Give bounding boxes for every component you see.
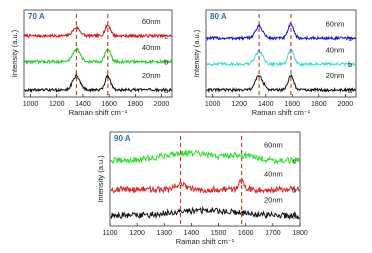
chart-panel-80A <box>186 0 372 124</box>
x-tick-label: 1000 <box>204 101 221 108</box>
series-name-label: 60nm <box>264 140 283 150</box>
series-letter-label: c <box>164 33 168 41</box>
x-tick-label: 1500 <box>210 230 227 237</box>
y-axis-label: Intensity (a.u.) <box>10 29 19 78</box>
chart-panel-90A <box>80 126 310 253</box>
series-letter-label: a <box>348 87 352 95</box>
series-name-label: 40nm <box>325 45 345 55</box>
series-line-20nm <box>111 208 300 219</box>
series-letter-label: c <box>292 158 296 166</box>
series-letter-label: b <box>292 187 296 195</box>
panel-label: 80 A <box>210 12 227 21</box>
x-tick-label: 1300 <box>156 230 173 237</box>
series-name-label: 40nm <box>141 42 161 52</box>
series-line-40nm <box>111 180 300 193</box>
x-tick-label: 2000 <box>337 101 354 108</box>
x-tick-label: 1600 <box>237 230 254 237</box>
series-letter-label: a <box>164 87 168 95</box>
x-axis-label: Raman shift cm⁻¹ <box>251 108 311 117</box>
series-name-label: 20nm <box>141 71 161 81</box>
x-tick-label: 1400 <box>75 101 91 108</box>
x-tick-label: 1800 <box>127 101 144 108</box>
x-tick-label: 1000 <box>22 101 39 108</box>
x-tick-label: 1700 <box>265 230 281 237</box>
x-tick-label: 1400 <box>183 230 200 237</box>
chart-panel-70A <box>0 0 188 124</box>
x-tick-label: 1200 <box>231 101 247 108</box>
series-letter-label: b <box>164 59 168 67</box>
x-tick-label: 1400 <box>257 101 274 108</box>
series-name-label: 40nm <box>264 169 283 179</box>
x-tick-label: 1800 <box>311 101 327 108</box>
series-name-label: 20nm <box>264 195 283 205</box>
panel-label: 90 A <box>114 134 131 143</box>
x-tick-label: 1600 <box>101 101 117 108</box>
series-letter-label: a <box>292 213 296 221</box>
series-letter-label: c <box>348 36 352 44</box>
x-tick-label: 1600 <box>284 101 301 108</box>
x-tick-label: 1200 <box>48 101 65 108</box>
series-name-label: 60nm <box>141 17 161 27</box>
series-name-label: 20nm <box>325 71 345 81</box>
x-axis-label: Raman shift cm⁻¹ <box>175 237 235 246</box>
panel-label: 70 A <box>28 12 45 21</box>
x-tick-label: 2000 <box>153 101 170 108</box>
x-tick-label: 1800 <box>292 230 308 237</box>
series-line-60nm <box>25 25 172 37</box>
x-tick-label: 1100 <box>102 230 118 237</box>
y-axis-label: Intensity (a.u.) <box>96 155 105 203</box>
x-tick-label: 1200 <box>129 230 145 237</box>
y-axis-label: Intensity (a.u.) <box>192 29 201 78</box>
series-letter-label: b <box>348 62 352 70</box>
series-name-label: 60nm <box>325 19 345 29</box>
series-line-60nm <box>111 150 300 164</box>
x-axis-label: Raman shift cm⁻¹ <box>68 108 128 117</box>
